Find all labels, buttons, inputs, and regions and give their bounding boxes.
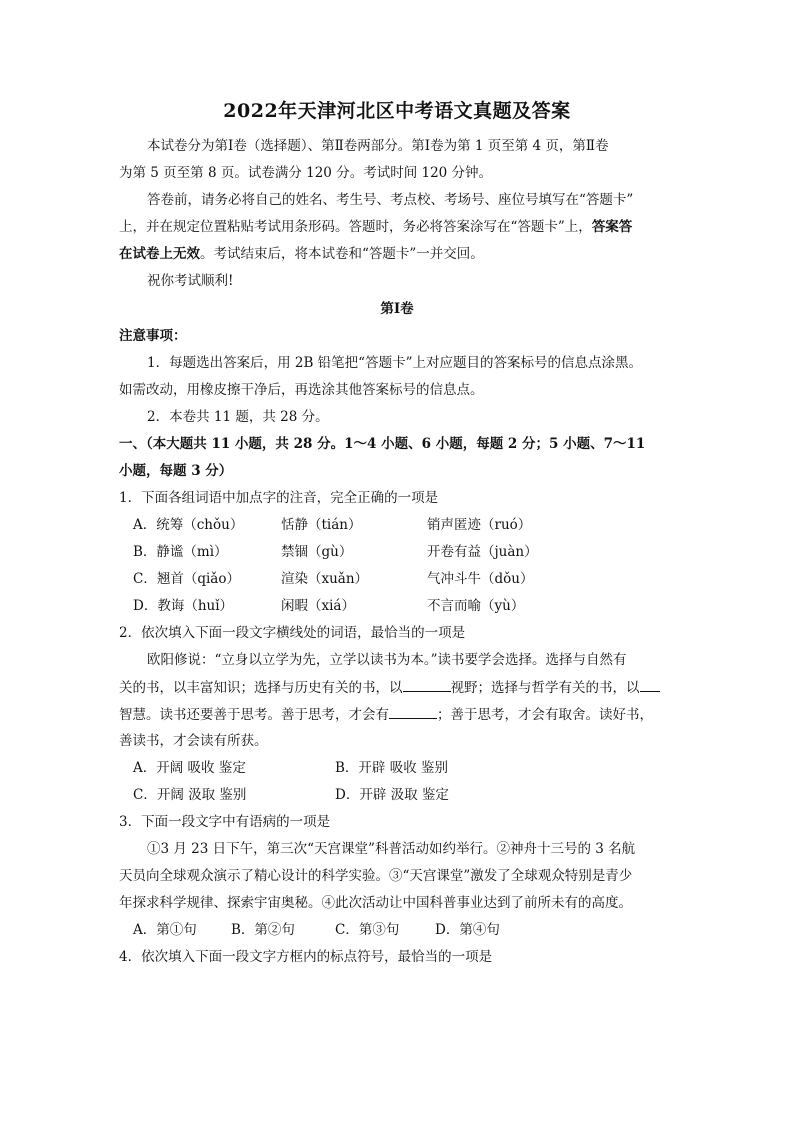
intro-paragraph-1-line-2: 为第 5 页至第 8 页。试卷满分 120 分。考试时间 120 分钟。 bbox=[119, 165, 493, 181]
q1-option-b-1: B．静谧（mì） bbox=[133, 544, 228, 560]
intro-emphasis: 答案答 bbox=[591, 219, 633, 235]
q1-option-a-3: 销声匿迹（ruó） bbox=[427, 517, 532, 533]
q1-option-d-3: 不言而喻（yù） bbox=[427, 598, 525, 614]
q1-option-d-1: D．教诲（huǐ） bbox=[133, 598, 234, 614]
page-title: 2022年天津河北区中考语文真题及答案 bbox=[223, 100, 571, 122]
q2-option-d: D．开辟 汲取 鉴定 bbox=[335, 787, 449, 803]
intro-emphasis: 在试卷上无效 bbox=[119, 246, 200, 262]
intro-text: 。考试结束后，将本试卷和“答题卡”一并交回。 bbox=[200, 246, 484, 262]
fill-blank bbox=[389, 704, 437, 719]
q1-option-b-2: 禁锢（gù） bbox=[281, 544, 353, 560]
note-2: 2．本卷共 11 题，共 28 分。 bbox=[147, 409, 329, 425]
q1-option-c-2: 渲染（xuǎn） bbox=[281, 571, 369, 587]
q3-passage-line-3: 年探求科学规律、探索宇宙奥秘。④此次活动让中国科普事业达到了前所未有的高度。 bbox=[119, 895, 632, 911]
q3-passage-line-1: ①3 月 23 日下午，第三次“天宫课堂”科普活动如约举行。②神舟十三号的 3 名航 bbox=[147, 841, 636, 857]
q3-option-c: C．第③句 bbox=[335, 922, 400, 938]
question-1-stem: 1．下面各组词语中加点字的注音，完全正确的一项是 bbox=[119, 490, 439, 506]
q3-option-d: D．第④句 bbox=[435, 922, 500, 938]
q2-text: 智慧。读书还要善于思考。善于思考，才会有 bbox=[119, 707, 389, 723]
q2-passage-line-3 bbox=[119, 704, 679, 725]
question-2-stem: 2．依次填入下面一段文字横线处的词语，最恰当的一项是 bbox=[119, 625, 466, 641]
q3-option-a: A．第①句 bbox=[133, 922, 197, 938]
q2-option-c: C．开阔 汲取 鉴别 bbox=[133, 787, 247, 803]
q1-option-c-3: 气冲斗牛（dǒu） bbox=[427, 571, 534, 587]
q1-option-a-2: 恬静（tián） bbox=[281, 517, 362, 533]
q2-passage-line-4: 善读书，才会读有所获。 bbox=[119, 733, 268, 749]
fill-blank bbox=[403, 677, 451, 692]
q2-option-b: B．开辟 吸收 鉴别 bbox=[335, 760, 449, 776]
q3-passage-line-2: 天员向全球观众演示了精心设计的科学实验。③“天宫课堂”激发了全球观众特别是青少 bbox=[119, 868, 633, 884]
q2-passage-line-2 bbox=[119, 677, 679, 698]
q2-option-a: A．开阔 吸收 鉴定 bbox=[133, 760, 246, 776]
part-1-heading-line-1: 一、（本大题共 11 小题，共 28 分。1～4 小题、6 小题，每题 2 分；5 小题、7～11 bbox=[119, 436, 646, 452]
section-title: 第Ⅰ卷 bbox=[380, 301, 414, 317]
note-1-line-1: 1．每题选出答案后，用 2B 铅笔把“答题卡”上对应题目的答案标号的信息点涂黑。 bbox=[147, 355, 642, 371]
intro-text: 上，并在规定位置粘贴考试用条形码。答题时，务必将答案涂写在“答题卡”上， bbox=[119, 219, 592, 235]
intro-paragraph-2-line-1: 答卷前，请务必将自己的姓名、考生号、考点校、考场号、座位号填写在“答题卡” bbox=[147, 192, 634, 208]
q1-option-d-2: 闲暇（xiá） bbox=[281, 598, 355, 614]
fill-blank bbox=[640, 677, 660, 692]
q2-text: 关的书，以丰富知识；选择与历史有关的书，以 bbox=[119, 680, 403, 696]
question-3-stem: 3．下面一段文字中有语病的一项是 bbox=[119, 814, 331, 830]
notes-heading: 注意事项： bbox=[119, 328, 187, 344]
note-1-line-2: 如需改动，用橡皮擦干净后，再选涂其他答案标号的信息点。 bbox=[119, 382, 484, 398]
q1-option-b-3: 开卷有益（juàn） bbox=[427, 544, 538, 560]
question-4-stem: 4．依次填入下面一段文字方框内的标点符号，最恰当的一项是 bbox=[119, 949, 493, 965]
q2-text: ；善于思考，才会有取舍。读好书， bbox=[437, 707, 653, 723]
q3-option-b: B．第②句 bbox=[231, 922, 295, 938]
intro-paragraph-1-line-1: 本试卷分为第Ⅰ卷（选择题）、第Ⅱ卷两部分。第Ⅰ卷为第 1 页至第 4 页，第Ⅱ卷 bbox=[147, 138, 609, 154]
part-1-heading-line-2: 小题，每题 3 分） bbox=[119, 463, 233, 479]
intro-paragraph-2-line-2 bbox=[119, 217, 679, 237]
intro-wish: 祝你考试顺利! bbox=[147, 273, 234, 289]
intro-paragraph-2-line-3 bbox=[119, 244, 679, 264]
q2-passage-line-1: 欧阳修说：“立身以立学为先，立学以读书为本。”读书要学会选择。选择与自然有 bbox=[147, 652, 627, 668]
q1-option-c-1: C．翘首（qiǎo） bbox=[133, 571, 240, 587]
q2-text: 视野；选择与哲学有关的书，以 bbox=[450, 680, 640, 696]
q1-option-a-1: A．统筹（chǒu） bbox=[133, 517, 244, 533]
